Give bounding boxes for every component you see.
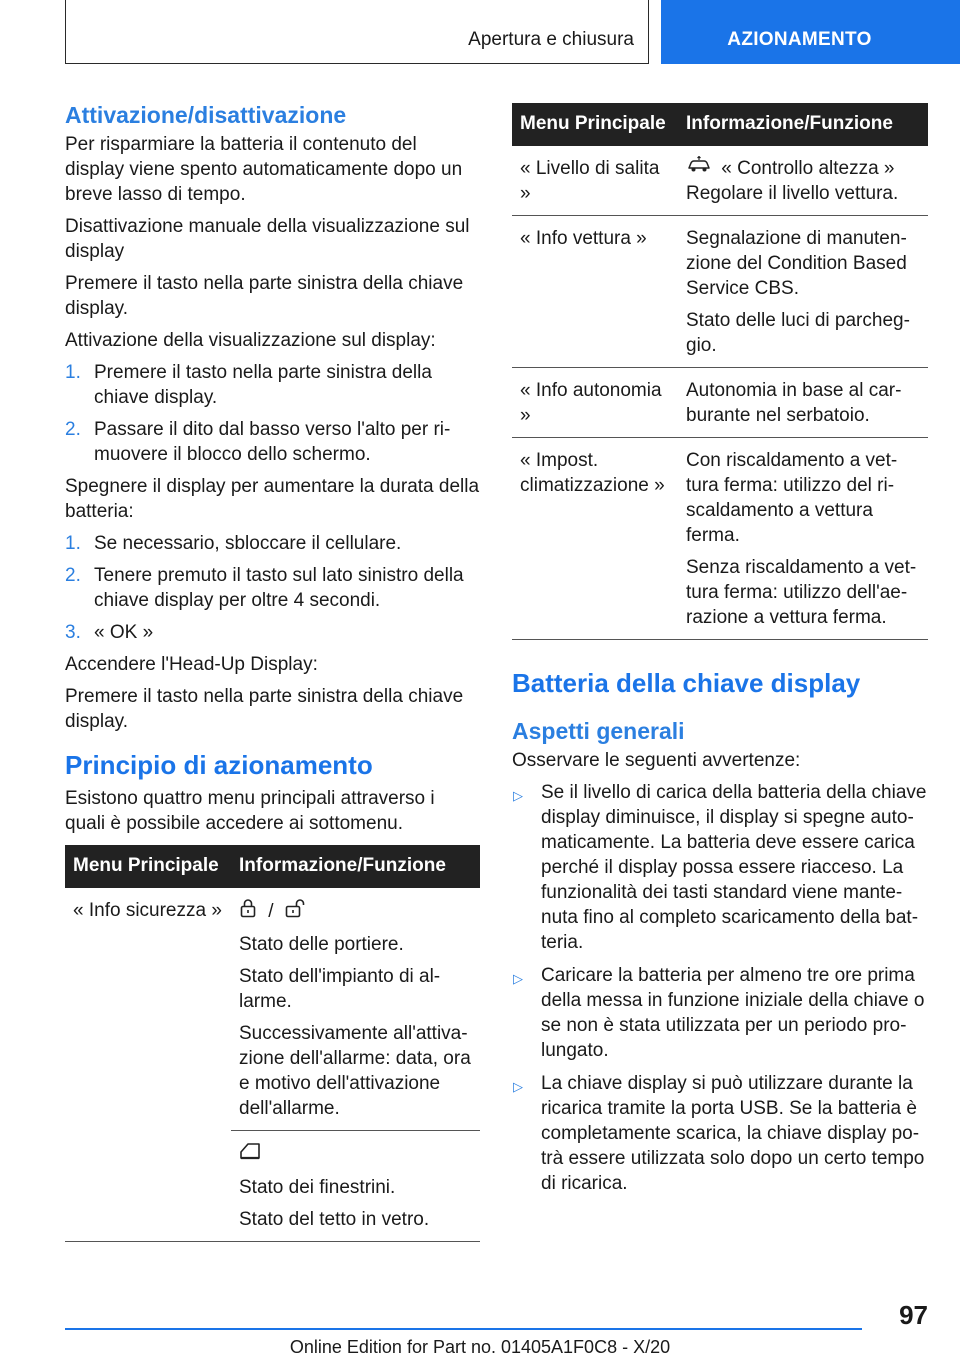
- table-header-menu: Menu Principale: [65, 845, 231, 888]
- lock-open-icon: [285, 898, 309, 925]
- paragraph: Premere il tasto nella parte sinistra della chiave display.: [65, 686, 464, 732]
- table-row: [512, 438, 928, 640]
- header-section-title: Apertura e chiusura: [468, 29, 634, 50]
- table-cell-info: [231, 1131, 480, 1242]
- paragraph: Osservare le seguenti avvertenze:: [512, 750, 801, 772]
- table-cell-info: [678, 216, 928, 368]
- left-column: [65, 100, 480, 1242]
- info-text: Autonomia in base al carburante nel serbatoio.: [686, 380, 902, 427]
- list-item: [65, 563, 480, 613]
- car-height-icon: [686, 156, 712, 181]
- info-text: Successivamente all'attivazione dell'allarme: data, ora e motivo dell'attivazione dell'allarme.: [239, 1023, 471, 1119]
- step-text: Passare il dito dal basso verso l'alto per rimuovere il blocco dello schermo.: [94, 419, 451, 465]
- info-text: Stato dei finestrini.: [239, 1177, 396, 1198]
- step-text: « OK »: [94, 622, 154, 643]
- info-text: Segnalazione di manutenzione del Condition Based Service CBS.: [686, 228, 907, 300]
- list-item: [512, 780, 928, 955]
- table-cell-menu: « Info autonomia »: [512, 368, 678, 438]
- paragraph: Spegnere il display per aumentare la durata della batteria:: [65, 476, 480, 522]
- list-item: [65, 620, 480, 645]
- info-text: Stato del tetto in vetro.: [239, 1209, 430, 1230]
- window-icon: [239, 1141, 261, 1168]
- heading-principio: Principio di azionamento: [65, 750, 373, 780]
- paragraph: Esistono quattro menu principali attraverso i quali è possibile accedere ai sottomenu.: [65, 788, 435, 834]
- step-text: Se necessario, sbloccare il cellulare.: [94, 533, 402, 554]
- page-number: 97: [899, 1300, 928, 1330]
- paragraph: Accendere l'Head-Up Display:: [65, 654, 318, 675]
- info-text: « Controllo altezza » Regolare il livello vettura.: [686, 158, 899, 205]
- list-item: [512, 1071, 928, 1196]
- table-cell-info: [678, 146, 928, 216]
- right-column: [512, 103, 928, 1204]
- table-header-row: [65, 845, 480, 888]
- paragraph: Per risparmiare la batteria il contenuto del display viene spento automaticamente dopo un breve lasso di tempo.: [65, 134, 463, 205]
- table-cell-menu: « Info sicurezza »: [73, 900, 222, 921]
- icon-separator: /: [268, 900, 274, 922]
- table-header-row: [512, 103, 928, 146]
- bullet-text: Se il livello di carica della batteria della chiave display diminuisce, il display si spegne automaticamente. La batteria deve essere carica perché il display possa essere riacceso. La funzionalità dei tasti standard viene mantenuta fino al completo scaricamento della batteria.: [541, 782, 927, 954]
- icon-line: [239, 1141, 472, 1168]
- bullet-text: Caricare la batteria per almeno tre ore prima della messa in funzione iniziale della chiave o se non è stata utilizzata per un periodo prolungato.: [541, 965, 925, 1062]
- footer-edition: Online Edition for Part no. 01405A1F0C8 - X/20: [289, 1337, 671, 1357]
- info-text: Stato dell'impianto di allarme.: [239, 966, 441, 1012]
- table-row: [65, 1131, 480, 1242]
- bullet-text: La chiave display si può utilizzare durante la ricarica tramite la porta USB. Se la batteria è completamente scarica, la chiave display potrà essere utilizzata solo dopo un certo tempo di ricarica.: [541, 1073, 925, 1195]
- header-section-box: [65, 0, 649, 64]
- table-cell-info: [678, 438, 928, 640]
- header-chapter-title: AZIONAMENTO: [727, 29, 872, 50]
- icon-line: [239, 898, 472, 925]
- table-header-info: Informazione/Funzione: [231, 845, 480, 888]
- info-text: Stato delle luci di parcheggio.: [686, 310, 910, 357]
- step-number: 3.: [65, 622, 81, 643]
- table-cell-menu-empty: [65, 1131, 231, 1242]
- table-row: [65, 888, 480, 1131]
- step-number: 2.: [65, 419, 81, 440]
- footer-rule: [65, 1328, 862, 1330]
- table-row: [512, 368, 928, 438]
- table-cell-menu: « Info vettura »: [512, 216, 678, 368]
- info-text: Stato delle portiere.: [239, 934, 404, 955]
- steps-list-activation: [65, 360, 480, 467]
- step-number: 1.: [65, 362, 81, 383]
- paragraph: Disattivazione manuale della visualizzazione sul display: [65, 216, 470, 262]
- heading-batteria: Batteria della chiave display: [512, 668, 861, 699]
- info-text: Senza riscaldamento a vettura ferma: utilizzo dell'aerazione a vettura ferma.: [686, 557, 917, 629]
- table-header-info: Informazione/Funzione: [678, 103, 928, 146]
- step-text: Premere il tasto nella parte sinistra della chiave display.: [94, 362, 432, 408]
- table-cell-menu: « Livello di salita »: [512, 146, 678, 216]
- table-row: [512, 216, 928, 368]
- list-item: [65, 531, 480, 556]
- step-text: Tenere premuto il tasto sul lato sinistro della chiave display per oltre 4 secondi.: [94, 565, 464, 611]
- paragraph: Premere il tasto nella parte sinistra della chiave display.: [65, 273, 464, 319]
- paragraph: Attivazione della visualizzazione sul display:: [65, 330, 436, 351]
- header-chapter-tab: [661, 0, 960, 64]
- heading-aspetti: Aspetti generali: [512, 718, 685, 745]
- info-text: Con riscaldamento a vettura ferma: utilizzo del riscaldamento a vettura ferma.: [686, 450, 898, 547]
- list-item: [65, 417, 480, 467]
- triangle-bullet-icon: ▷: [513, 971, 523, 987]
- triangle-bullet-icon: ▷: [513, 788, 523, 804]
- table-row: [512, 146, 928, 216]
- list-item: [65, 360, 480, 410]
- list-item: [512, 963, 928, 1063]
- menu-table-right: [512, 103, 928, 640]
- step-number: 1.: [65, 533, 81, 554]
- menu-table-left: [65, 845, 480, 1242]
- table-cell-menu: « Impost. climatizzazione »: [512, 438, 678, 640]
- heading-attivazione: Attivazione/disattivazione: [65, 102, 347, 128]
- table-header-menu: Menu Principale: [512, 103, 678, 146]
- step-number: 2.: [65, 565, 81, 586]
- table-cell-info: [231, 888, 480, 1131]
- lock-closed-icon: [239, 898, 257, 925]
- table-cell-info: [678, 368, 928, 438]
- steps-list-display-off: [65, 531, 480, 645]
- triangle-bullet-icon: ▷: [513, 1079, 523, 1095]
- warnings-list: [512, 780, 928, 1196]
